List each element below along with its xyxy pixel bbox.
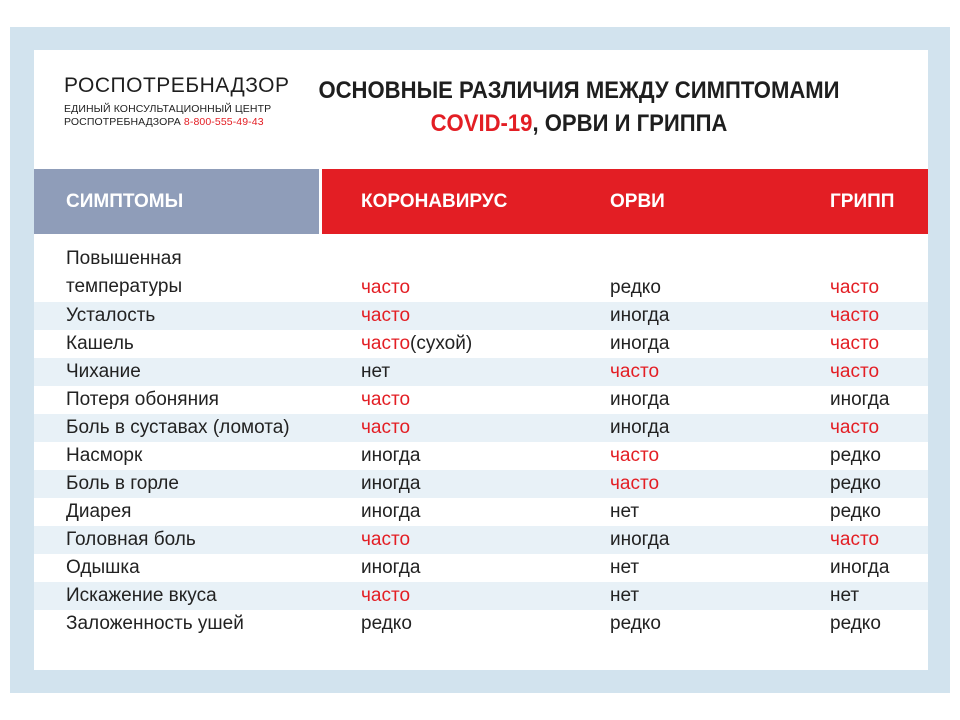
- table-row: [34, 526, 928, 554]
- symptom-name: Повышенная температуры: [66, 248, 183, 297]
- flu-value: редко: [830, 501, 881, 522]
- org-block: [64, 74, 289, 129]
- symptom-name: Потеря обоняния: [66, 389, 219, 410]
- flu-value: редко: [830, 473, 881, 494]
- covid-value: иногда: [361, 501, 421, 522]
- flu-value: часто: [830, 333, 880, 354]
- table-row: [34, 498, 928, 526]
- column-header-diseases: [322, 169, 928, 234]
- column-header-orvi: ОРВИ: [610, 191, 665, 212]
- symptom-name: Насморк: [66, 445, 143, 466]
- flu-value: часто: [830, 529, 880, 550]
- covid-cell: [361, 501, 420, 523]
- covid-cell: [361, 529, 410, 551]
- orvi-value: часто: [610, 361, 660, 382]
- flu-value: редко: [830, 613, 881, 634]
- covid-cell: [361, 333, 472, 355]
- covid-value: часто: [361, 417, 411, 438]
- covid-cell: [361, 277, 410, 299]
- page-title: [298, 74, 859, 140]
- covid-value: иногда: [361, 473, 421, 494]
- column-header-symptoms: [34, 169, 319, 234]
- orvi-value: иногда: [610, 305, 670, 326]
- orvi-value: иногда: [610, 389, 670, 410]
- org-sub-line2: РОСПОТРЕБНАДЗОРА: [64, 116, 181, 128]
- covid-value: иногда: [361, 445, 421, 466]
- table-row: [34, 302, 928, 330]
- table-row: [34, 442, 928, 470]
- table-row: [34, 330, 928, 358]
- symptom-name: Чихание: [66, 361, 141, 382]
- covid-value: часто: [361, 389, 411, 410]
- column-header-covid: КОРОНАВИРУС: [361, 191, 508, 212]
- table-row: [34, 358, 928, 386]
- orvi-value: редко: [610, 277, 661, 298]
- orvi-value: иногда: [610, 417, 670, 438]
- table-row: [34, 386, 928, 414]
- symptom-name: Боль в суставах (ломота): [66, 417, 290, 438]
- table-row: [34, 582, 928, 610]
- symptom-name: Заложенность ушей: [66, 613, 244, 634]
- covid-cell: [361, 557, 420, 579]
- covid-value: иногда: [361, 557, 421, 578]
- org-subtitle: [64, 103, 289, 129]
- info-card: [34, 50, 928, 670]
- orvi-value: редко: [610, 613, 661, 634]
- org-sub-line1: ЕДИНЫЙ КОНСУЛЬТАЦИОННЫЙ ЦЕНТР: [64, 103, 272, 115]
- title-line1: ОСНОВНЫЕ РАЗЛИЧИЯ МЕЖДУ СИМПТОМАМИ: [318, 77, 840, 104]
- column-header-flu: ГРИПП: [830, 191, 895, 212]
- flu-value: нет: [830, 585, 860, 606]
- symptoms-table: [34, 246, 928, 638]
- covid-cell: [361, 613, 412, 635]
- covid-cell: [361, 417, 410, 439]
- orvi-value: нет: [610, 501, 640, 522]
- orvi-value: нет: [610, 585, 640, 606]
- symptom-name: Головная боль: [66, 529, 196, 550]
- table-row: [34, 246, 928, 302]
- symptom-name: Кашель: [66, 333, 134, 354]
- orvi-value: иногда: [610, 529, 670, 550]
- covid-value: редко: [361, 613, 412, 634]
- title-covid: COVID-19: [430, 110, 533, 137]
- covid-value: часто: [361, 585, 411, 606]
- orvi-value: часто: [610, 445, 660, 466]
- flu-value: часто: [830, 361, 880, 382]
- orvi-value: иногда: [610, 333, 670, 354]
- flu-value: часто: [830, 417, 880, 438]
- flu-value: редко: [830, 445, 881, 466]
- title-line2: , ОРВИ И ГРИППА: [532, 110, 728, 137]
- covid-cell: [361, 361, 390, 383]
- covid-value-note: (сухой): [410, 333, 473, 354]
- orvi-value: нет: [610, 557, 640, 578]
- flu-value: часто: [830, 277, 880, 298]
- covid-cell: [361, 389, 410, 411]
- covid-value: часто: [361, 333, 411, 354]
- symptom-name: Искажение вкуса: [66, 585, 217, 606]
- column-header-label: СИМПТОМЫ: [66, 190, 184, 212]
- orvi-value: часто: [610, 473, 660, 494]
- covid-value: нет: [361, 361, 391, 382]
- table-row: [34, 610, 928, 638]
- symptom-name: Одышка: [66, 557, 140, 578]
- flu-value: иногда: [830, 557, 890, 578]
- covid-value: часто: [361, 529, 411, 550]
- covid-value: часто: [361, 277, 411, 298]
- covid-cell: [361, 445, 420, 467]
- symptom-name: Боль в горле: [66, 473, 179, 494]
- covid-cell: [361, 305, 410, 327]
- table-row: [34, 554, 928, 582]
- covid-cell: [361, 473, 420, 495]
- table-row: [34, 414, 928, 442]
- org-name: РОСПОТРЕБНАДЗОР: [64, 74, 290, 97]
- symptom-name: Усталость: [66, 305, 156, 326]
- table-row: [34, 470, 928, 498]
- symptom-name: Диарея: [66, 501, 132, 522]
- org-phone: 8-800-555-49-43: [183, 116, 264, 128]
- covid-value: часто: [361, 305, 411, 326]
- flu-value: часто: [830, 305, 880, 326]
- flu-value: иногда: [830, 389, 890, 410]
- covid-cell: [361, 585, 410, 607]
